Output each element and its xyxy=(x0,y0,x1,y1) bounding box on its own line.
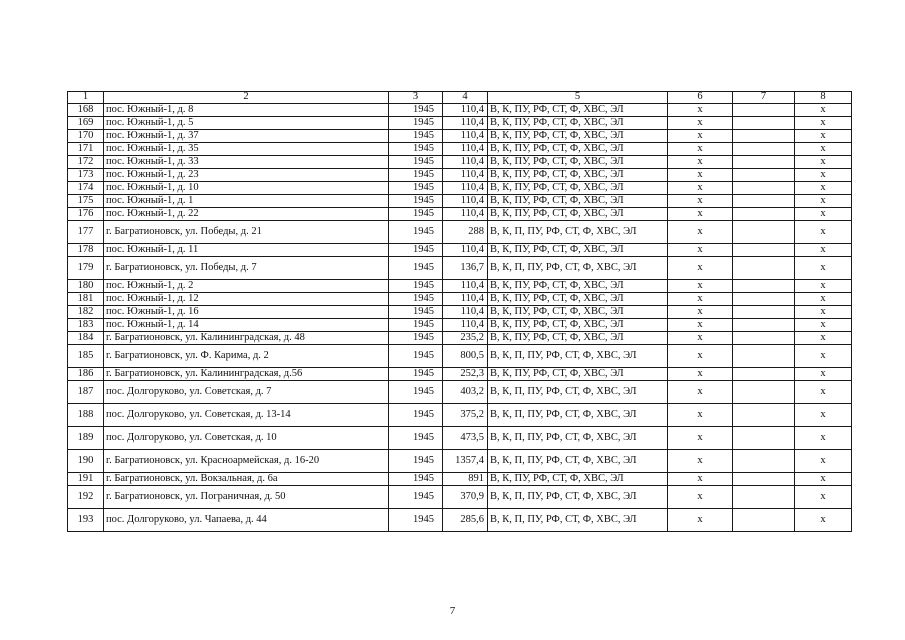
table-row xyxy=(68,280,852,293)
col-8-cell: х xyxy=(795,104,852,117)
area-cell: 110,4 xyxy=(443,156,488,169)
area-cell: 285,6 xyxy=(443,509,488,532)
table-row xyxy=(68,473,852,486)
area-cell: 800,5 xyxy=(443,345,488,368)
col-8-cell: х xyxy=(795,345,852,368)
elements-cell: В, К, ПУ, РФ, СТ, Ф, ХВС, ЭЛ xyxy=(488,293,668,306)
area-cell: 110,4 xyxy=(443,130,488,143)
table-row xyxy=(68,208,852,221)
area-cell: 110,4 xyxy=(443,208,488,221)
row-number-cell: 176 xyxy=(68,208,104,221)
table-row xyxy=(68,195,852,208)
col-8-cell: х xyxy=(795,293,852,306)
col-6-cell: х xyxy=(668,244,733,257)
col-6-cell: х xyxy=(668,345,733,368)
table-row xyxy=(68,509,852,532)
col-8-cell: х xyxy=(795,195,852,208)
year-cell: 1945 xyxy=(389,381,443,404)
col-8-cell: х xyxy=(795,244,852,257)
col-8-cell: х xyxy=(795,450,852,473)
elements-cell: В, К, ПУ, РФ, СТ, Ф, ХВС, ЭЛ xyxy=(488,306,668,319)
col-6-cell: х xyxy=(668,404,733,427)
header-col-6: 6 xyxy=(668,92,733,104)
elements-cell: В, К, ПУ, РФ, СТ, Ф, ХВС, ЭЛ xyxy=(488,473,668,486)
elements-cell: В, К, ПУ, РФ, СТ, Ф, ХВС, ЭЛ xyxy=(488,143,668,156)
area-cell: 136,7 xyxy=(443,257,488,280)
col-7-cell xyxy=(733,244,795,257)
col-6-cell: х xyxy=(668,306,733,319)
col-6-cell: х xyxy=(668,104,733,117)
area-cell: 252,3 xyxy=(443,368,488,381)
elements-cell: В, К, П, ПУ, РФ, СТ, Ф, ХВС, ЭЛ xyxy=(488,404,668,427)
col-8-cell: х xyxy=(795,306,852,319)
elements-cell: В, К, ПУ, РФ, СТ, Ф, ХВС, ЭЛ xyxy=(488,319,668,332)
elements-cell: В, К, ПУ, РФ, СТ, Ф, ХВС, ЭЛ xyxy=(488,208,668,221)
col-7-cell xyxy=(733,104,795,117)
table-row xyxy=(68,104,852,117)
col-7-cell xyxy=(733,208,795,221)
header-col-7: 7 xyxy=(733,92,795,104)
table-row xyxy=(68,143,852,156)
elements-cell: В, К, П, ПУ, РФ, СТ, Ф, ХВС, ЭЛ xyxy=(488,509,668,532)
elements-cell: В, К, П, ПУ, РФ, СТ, Ф, ХВС, ЭЛ xyxy=(488,381,668,404)
row-number-cell: 172 xyxy=(68,156,104,169)
row-number-cell: 168 xyxy=(68,104,104,117)
year-cell: 1945 xyxy=(389,293,443,306)
col-6-cell: х xyxy=(668,293,733,306)
address-cell: пос. Южный-1, д. 1 xyxy=(104,195,389,208)
elements-cell: В, К, ПУ, РФ, СТ, Ф, ХВС, ЭЛ xyxy=(488,182,668,195)
col-8-cell: х xyxy=(795,156,852,169)
row-number-cell: 187 xyxy=(68,381,104,404)
row-number-cell: 184 xyxy=(68,332,104,345)
row-number-cell: 169 xyxy=(68,117,104,130)
year-cell: 1945 xyxy=(389,117,443,130)
year-cell: 1945 xyxy=(389,104,443,117)
col-6-cell: х xyxy=(668,156,733,169)
col-7-cell xyxy=(733,130,795,143)
table-row xyxy=(68,130,852,143)
col-6-cell: х xyxy=(668,509,733,532)
elements-cell: В, К, ПУ, РФ, СТ, Ф, ХВС, ЭЛ xyxy=(488,156,668,169)
table-row xyxy=(68,486,852,509)
address-cell: пос. Южный-1, д. 14 xyxy=(104,319,389,332)
address-cell: г. Багратионовск, ул. Победы, д. 21 xyxy=(104,221,389,244)
col-7-cell xyxy=(733,486,795,509)
elements-cell: В, К, ПУ, РФ, СТ, Ф, ХВС, ЭЛ xyxy=(488,169,668,182)
address-cell: г. Багратионовск, ул. Вокзальная, д. 6а xyxy=(104,473,389,486)
table-row xyxy=(68,345,852,368)
row-number-cell: 186 xyxy=(68,368,104,381)
col-8-cell: х xyxy=(795,509,852,532)
col-7-cell xyxy=(733,450,795,473)
table-row xyxy=(68,257,852,280)
row-number-cell: 170 xyxy=(68,130,104,143)
area-cell: 891 xyxy=(443,473,488,486)
col-8-cell: х xyxy=(795,143,852,156)
elements-cell: В, К, ПУ, РФ, СТ, Ф, ХВС, ЭЛ xyxy=(488,117,668,130)
col-6-cell: х xyxy=(668,143,733,156)
table-row xyxy=(68,404,852,427)
elements-cell: В, К, П, ПУ, РФ, СТ, Ф, ХВС, ЭЛ xyxy=(488,486,668,509)
row-number-cell: 177 xyxy=(68,221,104,244)
col-7-cell xyxy=(733,182,795,195)
housing-registry-table xyxy=(67,91,852,532)
area-cell: 288 xyxy=(443,221,488,244)
row-number-cell: 174 xyxy=(68,182,104,195)
col-8-cell: х xyxy=(795,221,852,244)
area-cell: 110,4 xyxy=(443,143,488,156)
table-row xyxy=(68,293,852,306)
area-cell: 110,4 xyxy=(443,195,488,208)
area-cell: 110,4 xyxy=(443,117,488,130)
col-8-cell: х xyxy=(795,473,852,486)
elements-cell: В, К, ПУ, РФ, СТ, Ф, ХВС, ЭЛ xyxy=(488,104,668,117)
address-cell: г. Багратионовск, ул. Победы, д. 7 xyxy=(104,257,389,280)
table-row xyxy=(68,244,852,257)
row-number-cell: 188 xyxy=(68,404,104,427)
col-7-cell xyxy=(733,345,795,368)
area-cell: 110,4 xyxy=(443,244,488,257)
col-6-cell: х xyxy=(668,169,733,182)
col-7-cell xyxy=(733,332,795,345)
elements-cell: В, К, ПУ, РФ, СТ, Ф, ХВС, ЭЛ xyxy=(488,280,668,293)
col-8-cell: х xyxy=(795,404,852,427)
area-cell: 110,4 xyxy=(443,293,488,306)
col-7-cell xyxy=(733,143,795,156)
address-cell: пос. Южный-1, д. 33 xyxy=(104,156,389,169)
col-8-cell: х xyxy=(795,280,852,293)
col-7-cell xyxy=(733,404,795,427)
row-number-cell: 171 xyxy=(68,143,104,156)
row-number-cell: 173 xyxy=(68,169,104,182)
elements-cell: В, К, П, ПУ, РФ, СТ, Ф, ХВС, ЭЛ xyxy=(488,257,668,280)
row-number-cell: 183 xyxy=(68,319,104,332)
col-6-cell: х xyxy=(668,473,733,486)
col-8-cell: х xyxy=(795,208,852,221)
address-cell: пос. Южный-1, д. 23 xyxy=(104,169,389,182)
address-cell: пос. Южный-1, д. 2 xyxy=(104,280,389,293)
address-cell: пос. Южный-1, д. 35 xyxy=(104,143,389,156)
year-cell: 1945 xyxy=(389,257,443,280)
area-cell: 110,4 xyxy=(443,104,488,117)
address-cell: пос. Долгоруково, ул. Советская, д. 13-14 xyxy=(104,404,389,427)
row-number-cell: 192 xyxy=(68,486,104,509)
year-cell: 1945 xyxy=(389,473,443,486)
elements-cell: В, К, П, ПУ, РФ, СТ, Ф, ХВС, ЭЛ xyxy=(488,450,668,473)
address-cell: пос. Долгоруково, ул. Чапаева, д. 44 xyxy=(104,509,389,532)
year-cell: 1945 xyxy=(389,280,443,293)
elements-cell: В, К, ПУ, РФ, СТ, Ф, ХВС, ЭЛ xyxy=(488,332,668,345)
address-cell: пос. Южный-1, д. 22 xyxy=(104,208,389,221)
table-row xyxy=(68,169,852,182)
col-6-cell: х xyxy=(668,257,733,280)
area-cell: 375,2 xyxy=(443,404,488,427)
address-cell: пос. Южный-1, д. 8 xyxy=(104,104,389,117)
col-8-cell: х xyxy=(795,130,852,143)
table-row xyxy=(68,306,852,319)
header-col-1: 1 xyxy=(68,92,104,104)
address-cell: г. Багратионовск, ул. Калининградская, д. 48 xyxy=(104,332,389,345)
year-cell: 1945 xyxy=(389,368,443,381)
row-number-cell: 175 xyxy=(68,195,104,208)
elements-cell: В, К, П, ПУ, РФ, СТ, Ф, ХВС, ЭЛ xyxy=(488,221,668,244)
table-row xyxy=(68,221,852,244)
address-cell: пос. Южный-1, д. 5 xyxy=(104,117,389,130)
address-cell: г. Багратионовск, ул. Ф. Карима, д. 2 xyxy=(104,345,389,368)
col-7-cell xyxy=(733,381,795,404)
area-cell: 403,2 xyxy=(443,381,488,404)
elements-cell: В, К, ПУ, РФ, СТ, Ф, ХВС, ЭЛ xyxy=(488,244,668,257)
col-6-cell: х xyxy=(668,221,733,244)
col-7-cell xyxy=(733,306,795,319)
address-cell: г. Багратионовск, ул. Пограничная, д. 50 xyxy=(104,486,389,509)
elements-cell: В, К, ПУ, РФ, СТ, Ф, ХВС, ЭЛ xyxy=(488,368,668,381)
elements-cell: В, К, ПУ, РФ, СТ, Ф, ХВС, ЭЛ xyxy=(488,195,668,208)
header-col-2: 2 xyxy=(104,92,389,104)
table-row xyxy=(68,117,852,130)
col-6-cell: х xyxy=(668,117,733,130)
col-7-cell xyxy=(733,169,795,182)
row-number-cell: 191 xyxy=(68,473,104,486)
year-cell: 1945 xyxy=(389,169,443,182)
col-7-cell xyxy=(733,293,795,306)
row-number-cell: 193 xyxy=(68,509,104,532)
header-col-5: 5 xyxy=(488,92,668,104)
year-cell: 1945 xyxy=(389,332,443,345)
year-cell: 1945 xyxy=(389,509,443,532)
col-6-cell: х xyxy=(668,486,733,509)
area-cell: 110,4 xyxy=(443,169,488,182)
area-cell: 110,4 xyxy=(443,306,488,319)
elements-cell: В, К, П, ПУ, РФ, СТ, Ф, ХВС, ЭЛ xyxy=(488,345,668,368)
year-cell: 1945 xyxy=(389,208,443,221)
address-cell: пос. Южный-1, д. 16 xyxy=(104,306,389,319)
row-number-cell: 179 xyxy=(68,257,104,280)
col-6-cell: х xyxy=(668,195,733,208)
col-6-cell: х xyxy=(668,208,733,221)
header-col-3: 3 xyxy=(389,92,443,104)
col-8-cell: х xyxy=(795,381,852,404)
area-cell: 235,2 xyxy=(443,332,488,345)
address-cell: пос. Южный-1, д. 37 xyxy=(104,130,389,143)
row-number-cell: 180 xyxy=(68,280,104,293)
year-cell: 1945 xyxy=(389,450,443,473)
year-cell: 1945 xyxy=(389,404,443,427)
col-7-cell xyxy=(733,319,795,332)
col-7-cell xyxy=(733,221,795,244)
col-8-cell: х xyxy=(795,332,852,345)
col-7-cell xyxy=(733,368,795,381)
col-8-cell: х xyxy=(795,182,852,195)
table-row xyxy=(68,319,852,332)
year-cell: 1945 xyxy=(389,427,443,450)
col-6-cell: х xyxy=(668,368,733,381)
address-cell: г. Багратионовск, ул. Калининградская, д.56 xyxy=(104,368,389,381)
address-cell: пос. Долгоруково, ул. Советская, д. 7 xyxy=(104,381,389,404)
col-8-cell: х xyxy=(795,319,852,332)
year-cell: 1945 xyxy=(389,130,443,143)
col-6-cell: х xyxy=(668,450,733,473)
year-cell: 1945 xyxy=(389,221,443,244)
col-8-cell: х xyxy=(795,486,852,509)
col-7-cell xyxy=(733,195,795,208)
table-row xyxy=(68,368,852,381)
header-col-4: 4 xyxy=(443,92,488,104)
year-cell: 1945 xyxy=(389,156,443,169)
area-cell: 110,4 xyxy=(443,280,488,293)
table-row xyxy=(68,450,852,473)
col-7-cell xyxy=(733,473,795,486)
table-row xyxy=(68,182,852,195)
col-7-cell xyxy=(733,509,795,532)
row-number-cell: 182 xyxy=(68,306,104,319)
col-7-cell xyxy=(733,117,795,130)
area-cell: 110,4 xyxy=(443,182,488,195)
address-cell: пос. Долгоруково, ул. Советская, д. 10 xyxy=(104,427,389,450)
col-6-cell: х xyxy=(668,427,733,450)
year-cell: 1945 xyxy=(389,182,443,195)
col-6-cell: х xyxy=(668,130,733,143)
col-6-cell: х xyxy=(668,280,733,293)
table-row xyxy=(68,427,852,450)
year-cell: 1945 xyxy=(389,345,443,368)
year-cell: 1945 xyxy=(389,143,443,156)
row-number-cell: 185 xyxy=(68,345,104,368)
area-cell: 1357,4 xyxy=(443,450,488,473)
table-body xyxy=(68,92,852,532)
row-number-cell: 178 xyxy=(68,244,104,257)
area-cell: 370,9 xyxy=(443,486,488,509)
col-7-cell xyxy=(733,427,795,450)
col-6-cell: х xyxy=(668,381,733,404)
year-cell: 1945 xyxy=(389,306,443,319)
col-8-cell: х xyxy=(795,169,852,182)
row-number-cell: 189 xyxy=(68,427,104,450)
area-cell: 473,5 xyxy=(443,427,488,450)
area-cell: 110,4 xyxy=(443,319,488,332)
header-col-8: 8 xyxy=(795,92,852,104)
col-6-cell: х xyxy=(668,319,733,332)
year-cell: 1945 xyxy=(389,195,443,208)
elements-cell: В, К, ПУ, РФ, СТ, Ф, ХВС, ЭЛ xyxy=(488,130,668,143)
address-cell: пос. Южный-1, д. 11 xyxy=(104,244,389,257)
row-number-cell: 190 xyxy=(68,450,104,473)
table-row xyxy=(68,332,852,345)
col-7-cell xyxy=(733,257,795,280)
year-cell: 1945 xyxy=(389,244,443,257)
elements-cell: В, К, П, ПУ, РФ, СТ, Ф, ХВС, ЭЛ xyxy=(488,427,668,450)
year-cell: 1945 xyxy=(389,486,443,509)
col-8-cell: х xyxy=(795,368,852,381)
table-row xyxy=(68,381,852,404)
table-row xyxy=(68,156,852,169)
col-8-cell: х xyxy=(795,117,852,130)
col-8-cell: х xyxy=(795,427,852,450)
col-6-cell: х xyxy=(668,332,733,345)
table-header-row xyxy=(68,92,852,104)
address-cell: пос. Южный-1, д. 10 xyxy=(104,182,389,195)
col-7-cell xyxy=(733,280,795,293)
col-8-cell: х xyxy=(795,257,852,280)
row-number-cell: 181 xyxy=(68,293,104,306)
col-7-cell xyxy=(733,156,795,169)
address-cell: г. Багратионовск, ул. Красноармейская, д. 16-20 xyxy=(104,450,389,473)
address-cell: пос. Южный-1, д. 12 xyxy=(104,293,389,306)
page-number: 7 xyxy=(449,605,456,617)
col-6-cell: х xyxy=(668,182,733,195)
year-cell: 1945 xyxy=(389,319,443,332)
